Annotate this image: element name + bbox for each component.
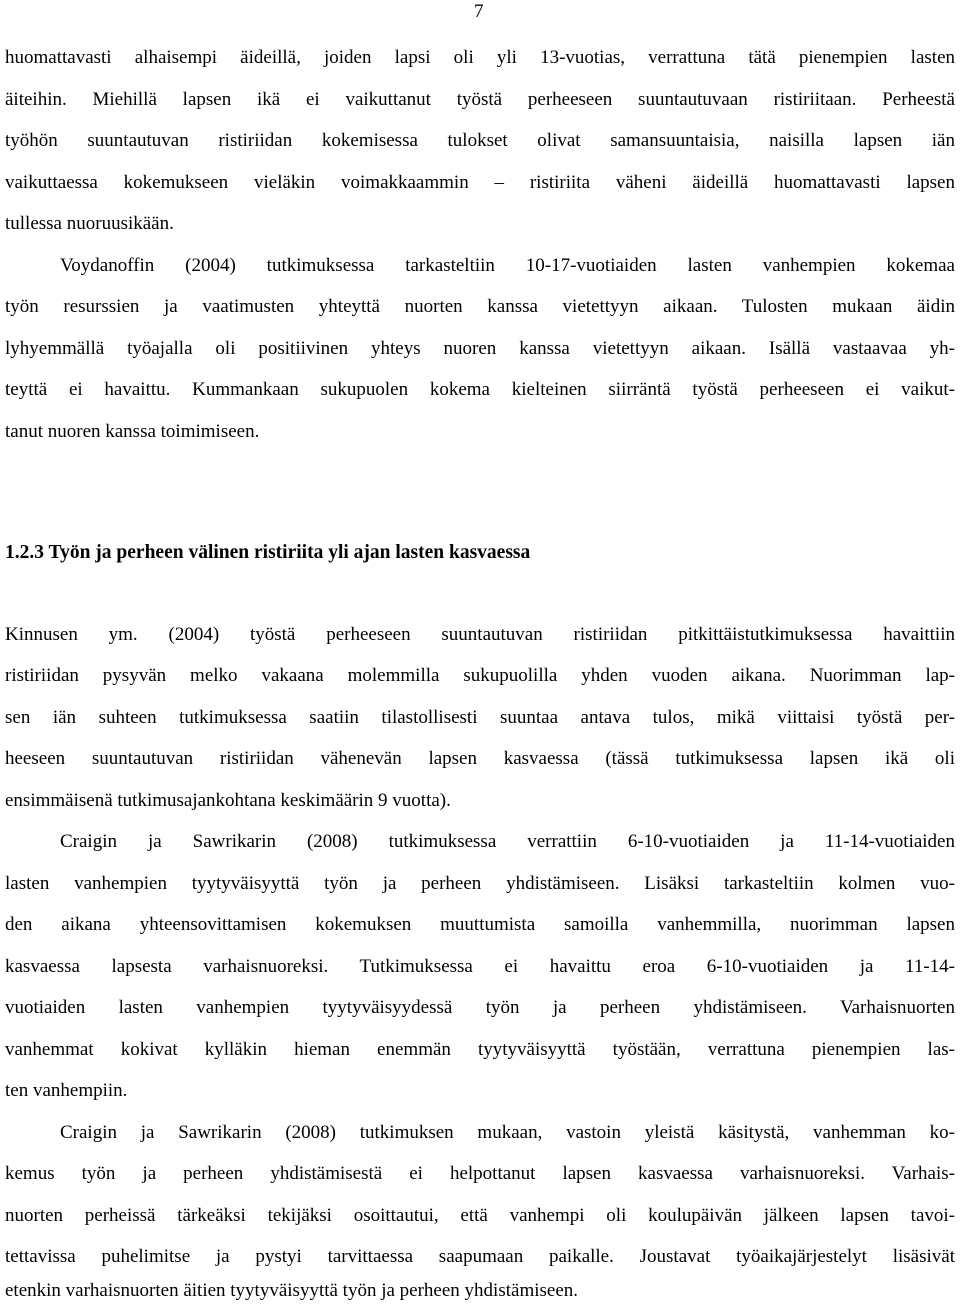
body-text-line: vaikuttaessa kokemukseen vieläkin voimakkaammin – ristiriita väheni äideillä huomattavasti lapsen	[5, 172, 955, 193]
body-text-line: etenkin varhaisnuorten äitien tyytyväisyyttä työn ja perheen yhdistämiseen.	[5, 1280, 579, 1301]
body-text-line: vanhemmat kokivat kylläkin hieman enemmän tyytyväisyyttä työstään, verrattuna pienempien las-	[5, 1039, 955, 1060]
body-text-line: lasten vanhempien tyytyväisyyttä työn ja perheen yhdistämiseen. Lisäksi tarkasteltiin kolmen vuo-	[5, 873, 955, 894]
body-text-line: työn resurssien ja vaatimusten yhteyttä nuorten kanssa vietettyyn aikaan. Tulosten mukaan äidin	[5, 296, 955, 317]
body-text-line: ensimmäisenä tutkimusajankohtana keskimäärin 9 vuotta).	[5, 790, 451, 811]
body-text-line: vuotiaiden lasten vanhempien tyytyväisyydessä työn ja perheen yhdistämiseen. Varhaisnuorten	[5, 997, 955, 1018]
body-text-line: kemus työn ja perheen yhdistämisestä ei helpottanut lapsen kasvaessa varhaisnuoreksi. Varhais-	[5, 1163, 955, 1184]
body-text-line: äiteihin. Miehillä lapsen ikä ei vaikuttanut työstä perheeseen suuntautuvaan ristiriitaan. Perheestä	[5, 89, 955, 110]
body-text-line: Voydanoffin (2004) tutkimuksessa tarkasteltiin 10-17-vuotiaiden lasten vanhempien kokemaa	[60, 255, 955, 276]
body-text-line: kasvaessa lapsesta varhaisnuoreksi. Tutkimuksessa ei havaittu eroa 6-10-vuotiaiden ja 11-14-	[5, 956, 955, 977]
page-number: 7	[474, 1, 484, 22]
body-text-line: tettavissa puhelimitse ja pystyi tarvittaessa saapumaan paikalle. Joustavat työaikajärjestelyt lisäsivät	[5, 1246, 955, 1267]
body-text-line: Craigin ja Sawrikarin (2008) tutkimuksen mukaan, vastoin yleistä käsitystä, vanhemman ko-	[60, 1122, 955, 1143]
body-text-line: huomattavasti alhaisempi äideillä, joiden lapsi oli yli 13-vuotias, verrattuna tätä pienempien lasten	[5, 47, 955, 68]
body-text-line: heeseen suuntautuvan ristiriidan vähenevän lapsen kasvaessa (tässä tutkimuksessa lapsen ikä oli	[5, 748, 955, 769]
body-text-line: nuorten perheissä tärkeäksi tekijäksi osoittautui, että vanhempi oli koulupäivän jälkeen lapsen tavoi-	[5, 1205, 955, 1226]
body-text-line: sen iän suhteen tutkimuksessa saatiin tilastollisesti suuntaa antava tulos, mikä viittaisi työstä per-	[5, 707, 955, 728]
body-text-line: teyttä ei havaittu. Kummankaan sukupuolen kokema kielteinen siirräntä työstä perheeseen ei vaikut-	[5, 379, 955, 400]
body-text-line: ten vanhempiin.	[5, 1080, 128, 1101]
body-text-line: Craigin ja Sawrikarin (2008) tutkimuksessa verrattiin 6-10-vuotiaiden ja 11-14-vuotiaiden	[60, 831, 955, 852]
body-text-line: tullessa nuoruusikään.	[5, 213, 174, 234]
body-text-line: tanut nuoren kanssa toimimiseen.	[5, 421, 260, 442]
body-text-line: työhön suuntautuvan ristiriidan kokemisessa tulokset olivat samansuuntaisia, naisilla lapsen iän	[5, 130, 955, 151]
body-text-line: Kinnusen ym. (2004) työstä perheeseen suuntautuvan ristiriidan pitkittäistutkimuksessa havaittiin	[5, 624, 955, 645]
body-text-line: ristiriidan pysyvän melko vakaana molemmilla sukupuolilla yhden vuoden aikana. Nuorimman lap-	[5, 665, 955, 686]
body-text-line: den aikana yhteensovittamisen kokemuksen muuttumista samoilla vanhemmilla, nuorimman lapsen	[5, 914, 955, 935]
body-text-line: lyhyemmällä työajalla oli positiivinen yhteys nuoren kanssa vietettyyn aikaan. Isällä vastaavaa yh-	[5, 338, 955, 359]
section-heading: 1.2.3 Työn ja perheen välinen ristiriita yli ajan lasten kasvaessa	[5, 542, 531, 563]
